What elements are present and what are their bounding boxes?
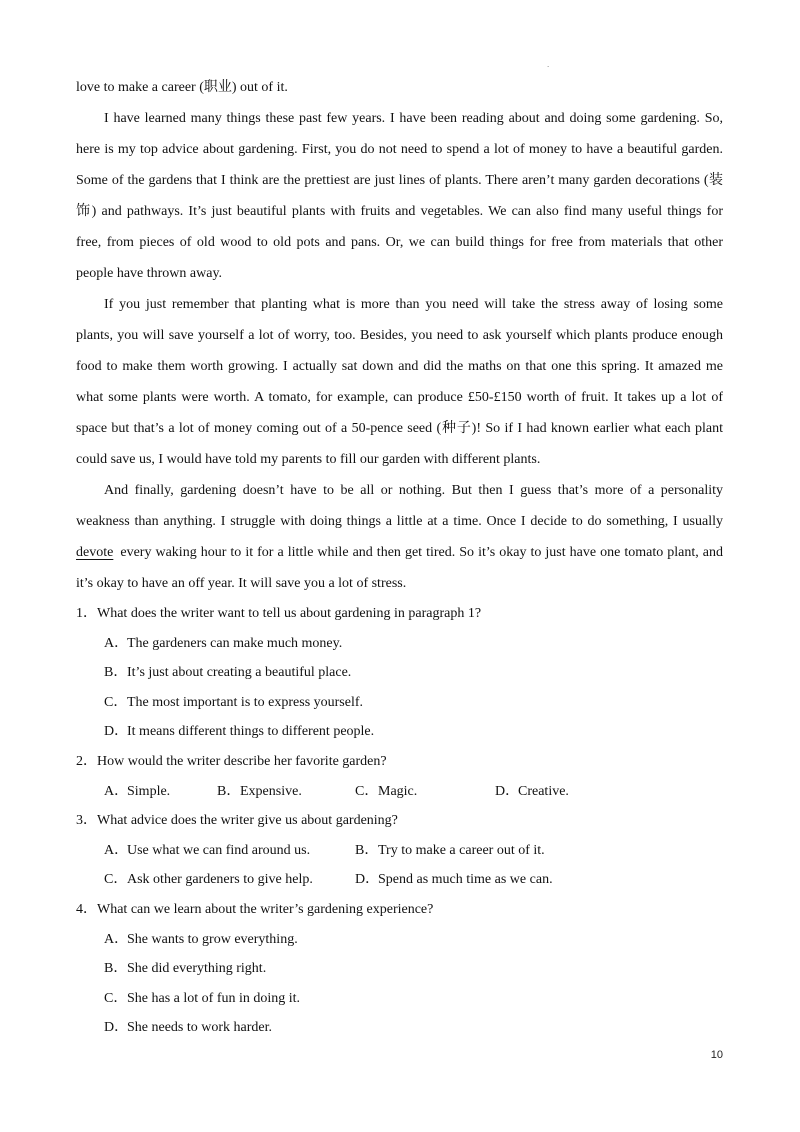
question-2-stem bbox=[76, 747, 723, 777]
option-text: She wants to grow everything. bbox=[127, 931, 298, 947]
question-2-option-c bbox=[355, 777, 495, 807]
option-letter: A． bbox=[104, 783, 129, 799]
page-number: 10 bbox=[710, 1049, 723, 1061]
passage-line: If you just remember that planting what is more than you need will take the stress away of losing some bbox=[104, 297, 723, 312]
question-4-option-b bbox=[76, 954, 723, 984]
option-text: Use what we can find around us. bbox=[127, 842, 311, 858]
option-text: It means different things to different people. bbox=[127, 724, 375, 740]
question-4-option-c bbox=[76, 984, 723, 1014]
option-letter: B． bbox=[217, 783, 241, 799]
option-letter: D． bbox=[355, 872, 380, 888]
reading-passage bbox=[76, 72, 723, 599]
option-letter: C． bbox=[104, 694, 128, 710]
passage-line: And finally, gardening doesn’t have to be all or nothing. But then I guess that’s more of a personality bbox=[104, 483, 723, 498]
option-text: The gardeners can make much money. bbox=[127, 635, 343, 651]
option-text: The most important is to express yourself. bbox=[127, 694, 364, 710]
question-4-option-a bbox=[76, 925, 723, 955]
passage-line: food to make them worth growing. I actually sat down and did the maths on that one this spring. It amazed me bbox=[76, 359, 723, 374]
option-letter: B． bbox=[104, 961, 128, 977]
option-text: It’s just about creating a beautiful place. bbox=[127, 665, 352, 681]
passage-line: love to make a career (职业) out of it. bbox=[76, 80, 288, 95]
question-2-option-a bbox=[104, 777, 217, 807]
passage-line: it’s okay to have an off year. It will save you a lot of stress. bbox=[76, 576, 407, 591]
passage-line: space but that’s a lot of money coming out of a 50-pence seed (种子)! So if I had known earlier what each plant bbox=[76, 421, 723, 436]
option-letter: A． bbox=[104, 635, 129, 651]
question-number: 4． bbox=[76, 901, 97, 917]
question-1-option-d bbox=[76, 717, 723, 747]
question-3-option-c bbox=[104, 865, 355, 895]
option-text: She did everything right. bbox=[127, 961, 267, 977]
scan-mark: . bbox=[547, 60, 550, 69]
passage-line: plants, you will save yourself a lot of worry, too. Besides, you need to ask yourself which plants produce enough bbox=[76, 328, 723, 343]
passage-line bbox=[76, 537, 723, 568]
option-letter: C． bbox=[104, 990, 128, 1006]
question-1-stem bbox=[76, 599, 723, 629]
question-number: 2． bbox=[76, 753, 97, 769]
passage-line: what some plants were worth. A tomato, for example, can produce £50-£150 worth of fruit. It takes up a lot of bbox=[76, 390, 723, 405]
question-text: What advice does the writer give us about gardening? bbox=[97, 813, 398, 829]
option-text: Magic. bbox=[378, 783, 418, 799]
option-letter: D． bbox=[495, 783, 520, 799]
passage-line: people have thrown away. bbox=[76, 266, 223, 281]
underlined-word: devote bbox=[76, 545, 114, 560]
question-1-option-c bbox=[76, 688, 723, 718]
question-3-options-row-1 bbox=[76, 836, 723, 866]
option-text: Creative. bbox=[518, 783, 569, 799]
question-number: 1． bbox=[76, 606, 97, 621]
passage-line: I have learned many things these past few years. I have been reading about and doing some gardening. So, bbox=[104, 111, 723, 126]
option-text: Spend as much time as we can. bbox=[378, 872, 553, 888]
passage-line: Some of the gardens that I think are the prettiest are just lines of plants. There aren’t many garden decorations (装 bbox=[76, 173, 723, 188]
option-letter: D． bbox=[104, 1020, 129, 1036]
question-3-stem bbox=[76, 806, 723, 836]
option-text: Ask other gardeners to give help. bbox=[127, 872, 313, 888]
question-text: What does the writer want to tell us about gardening in paragraph 1? bbox=[97, 606, 482, 621]
passage-line: 饰) and pathways. It’s just beautiful plants with fruits and vegetables. We can also find many useful things for bbox=[76, 204, 723, 219]
option-letter: C． bbox=[104, 872, 128, 888]
option-text: She has a lot of fun in doing it. bbox=[127, 990, 301, 1006]
option-text: Simple. bbox=[127, 783, 171, 799]
question-1-option-a bbox=[76, 629, 723, 659]
option-text: She needs to work harder. bbox=[127, 1020, 273, 1036]
passage-line: weakness than anything. I struggle with doing things a little at a time. Once I decide to do something, I usually bbox=[76, 514, 723, 529]
question-text: What can we learn about the writer’s gardening experience? bbox=[97, 901, 434, 917]
passage-line: here is my top advice about gardening. First, you do not need to spend a lot of money to have a beautiful garden. bbox=[76, 142, 723, 157]
option-letter: B． bbox=[104, 665, 128, 681]
question-2-options bbox=[76, 777, 723, 807]
question-2-option-b bbox=[217, 777, 355, 807]
question-3-option-b bbox=[355, 836, 545, 866]
passage-line: could save us, I would have told my parents to fill our garden with different plants. bbox=[76, 452, 541, 467]
passage-line-text: every waking hour to it for a little while and then get tired. So it’s okay to just have one tomato plant, and bbox=[116, 545, 723, 560]
question-number: 3． bbox=[76, 813, 97, 829]
question-3-option-d bbox=[355, 865, 553, 895]
option-text: Try to make a career out of it. bbox=[378, 842, 545, 858]
question-3-options-row-2 bbox=[76, 865, 723, 895]
question-1-option-b bbox=[76, 658, 723, 688]
question-list bbox=[76, 599, 723, 1043]
passage-line: free, from pieces of old wood to old pots and pans. Or, we can build things for free from materials that other bbox=[76, 235, 723, 250]
question-3-option-a bbox=[104, 836, 355, 866]
option-letter: A． bbox=[104, 842, 129, 858]
option-letter: D． bbox=[104, 724, 129, 740]
question-4-option-d bbox=[76, 1013, 723, 1043]
question-2-option-d bbox=[495, 777, 569, 807]
option-text: Expensive. bbox=[240, 783, 302, 799]
option-letter: B． bbox=[355, 842, 379, 858]
question-text: How would the writer describe her favorite garden? bbox=[97, 753, 387, 769]
option-letter: C． bbox=[355, 783, 379, 799]
option-letter: A． bbox=[104, 931, 129, 947]
question-4-stem bbox=[76, 895, 723, 925]
